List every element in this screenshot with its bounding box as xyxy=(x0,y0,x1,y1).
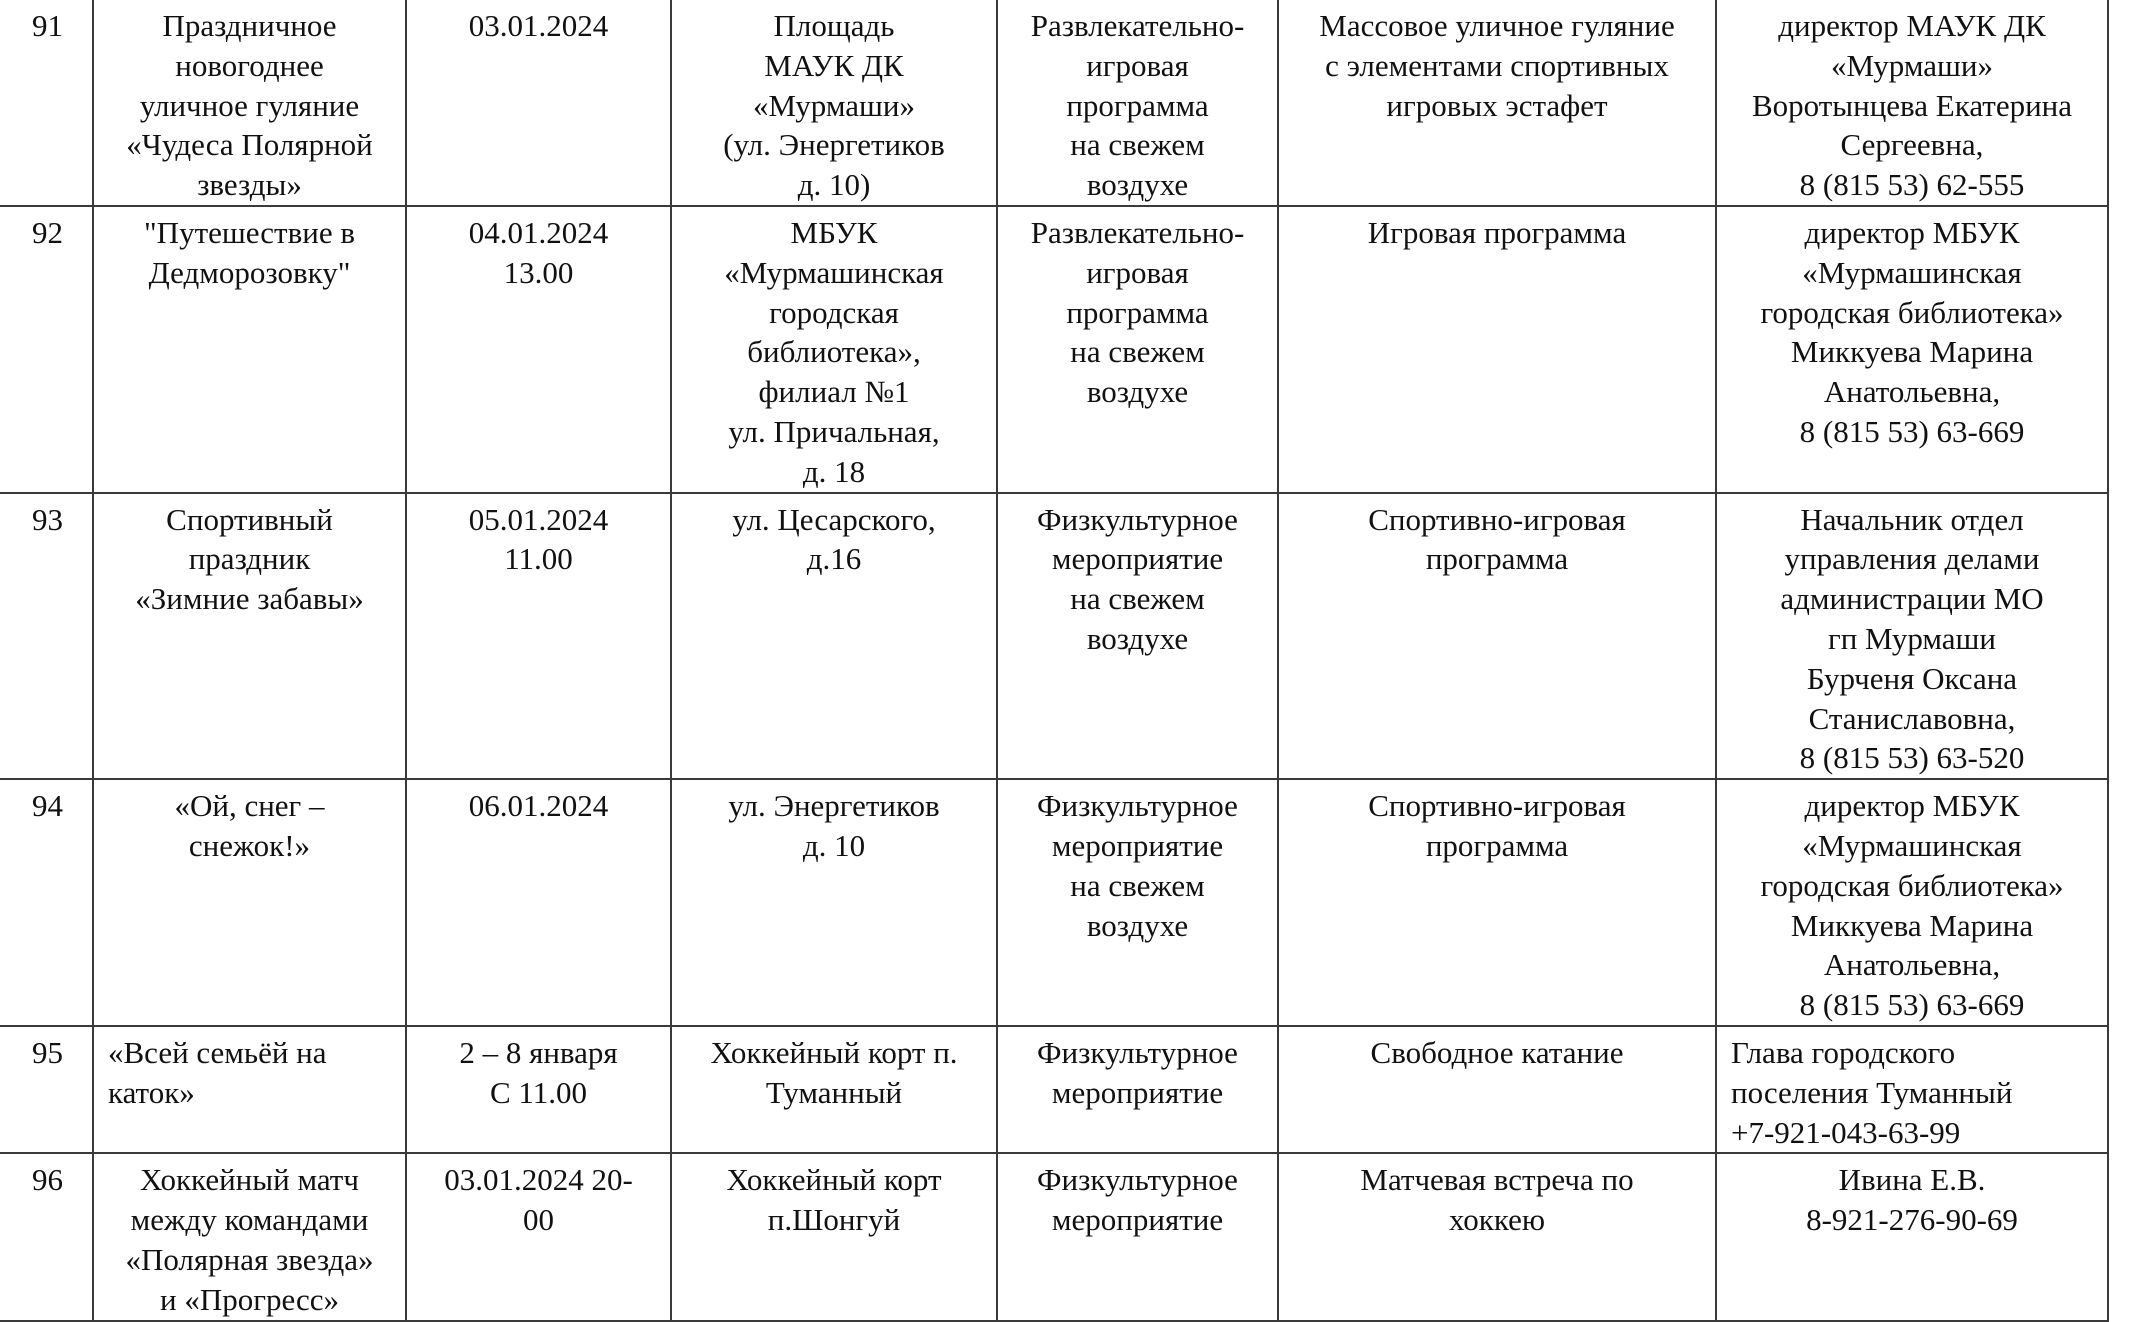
event-description: Спортивно-игровая программа xyxy=(1278,779,1716,1026)
table-row xyxy=(0,493,2108,780)
table-row xyxy=(0,1153,2108,1320)
row-number: 96 xyxy=(0,1153,93,1320)
event-contact: директор МАУК ДК «Мурмаши» Воротынцева Екатерина Сергеевна, 8 (815 53) 62-555 xyxy=(1716,0,2108,206)
event-date: 03.01.2024 20- 00 xyxy=(406,1153,671,1320)
event-contact: директор МБУК «Мурмашинская городская библиотека» Миккуева Марина Анатольевна, 8 (815 53) 63-669 xyxy=(1716,779,2108,1026)
event-contact: Глава городского поселения Туманный +7-921-043-63-99 xyxy=(1716,1026,2108,1153)
event-date: 05.01.2024 11.00 xyxy=(406,493,671,780)
event-contact: Начальник отдел управления делами администрации МО гп Мурмаши Бурченя Оксана Станиславовна, 8 (815 53) 63-520 xyxy=(1716,493,2108,780)
event-place: МБУК «Мурмашинская городская библиотека», филиал №1 ул. Причальная, д. 18 xyxy=(671,206,997,493)
event-place: ул. Цесарского, д.16 xyxy=(671,493,997,780)
event-date: 2 – 8 января С 11.00 xyxy=(406,1026,671,1153)
event-form: Физкультурное мероприятие на свежем воздухе xyxy=(997,779,1278,1026)
table-row xyxy=(0,1026,2108,1153)
event-place: Площадь МАУК ДК «Мурмаши» (ул. Энергетиков д. 10) xyxy=(671,0,997,206)
event-form: Физкультурное мероприятие на свежем воздухе xyxy=(997,493,1278,780)
table-row xyxy=(0,206,2108,493)
row-number: 93 xyxy=(0,493,93,780)
event-name: «Всей семьёй на каток» xyxy=(93,1026,406,1153)
event-name: «Ой, снег – снежок!» xyxy=(93,779,406,1026)
event-date: 06.01.2024 xyxy=(406,779,671,1026)
event-name: Хоккейный матч между командами «Полярная звезда» и «Прогресс» xyxy=(93,1153,406,1320)
event-contact: Ивина Е.В. 8-921-276-90-69 xyxy=(1716,1153,2108,1320)
event-name: Спортивный праздник «Зимние забавы» xyxy=(93,493,406,780)
event-date: 03.01.2024 xyxy=(406,0,671,206)
row-number: 95 xyxy=(0,1026,93,1153)
event-form: Развлекательно- игровая программа на свежем воздухе xyxy=(997,0,1278,206)
table-row xyxy=(0,0,2108,206)
event-description: Массовое уличное гуляние с элементами спортивных игровых эстафет xyxy=(1278,0,1716,206)
table-row xyxy=(0,779,2108,1026)
event-description: Свободное катание xyxy=(1278,1026,1716,1153)
event-place: ул. Энергетиков д. 10 xyxy=(671,779,997,1026)
event-name: "Путешествие в Дедморозовку" xyxy=(93,206,406,493)
row-number: 91 xyxy=(0,0,93,206)
row-number: 94 xyxy=(0,779,93,1026)
event-form: Физкультурное мероприятие xyxy=(997,1153,1278,1320)
event-place: Хоккейный корт п. Туманный xyxy=(671,1026,997,1153)
event-contact: директор МБУК «Мурмашинская городская библиотека» Миккуева Марина Анатольевна, 8 (815 53) 63-669 xyxy=(1716,206,2108,493)
event-description: Матчевая встреча по хоккею xyxy=(1278,1153,1716,1320)
event-form: Развлекательно- игровая программа на свежем воздухе xyxy=(997,206,1278,493)
event-place: Хоккейный корт п.Шонгуй xyxy=(671,1153,997,1320)
event-form: Физкультурное мероприятие xyxy=(997,1026,1278,1153)
event-description: Спортивно-игровая программа xyxy=(1278,493,1716,780)
event-date: 04.01.2024 13.00 xyxy=(406,206,671,493)
event-name: Праздничное новогоднее уличное гуляние «Чудеса Полярной звезды» xyxy=(93,0,406,206)
event-description: Игровая программа xyxy=(1278,206,1716,493)
row-number: 92 xyxy=(0,206,93,493)
